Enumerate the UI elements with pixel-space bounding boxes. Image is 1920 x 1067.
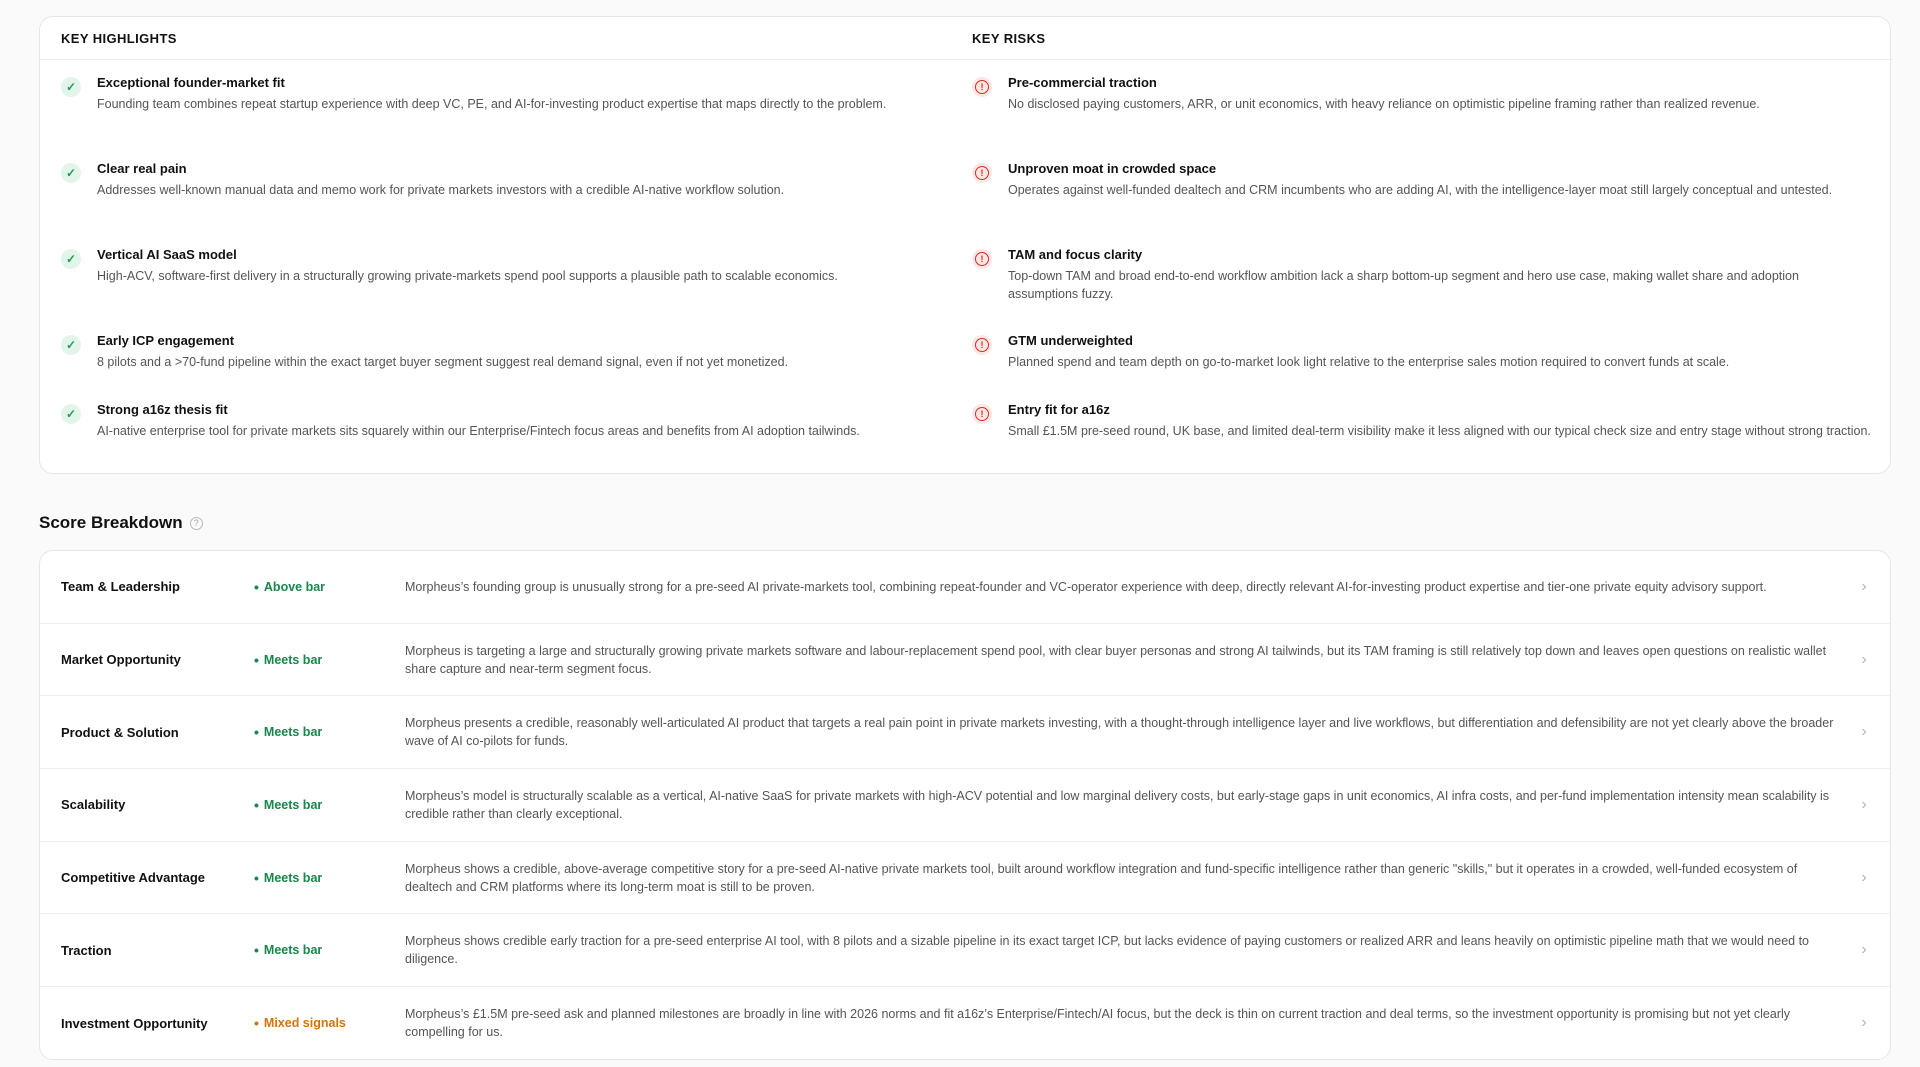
check-icon: ✓ xyxy=(61,77,81,97)
chevron-right-icon[interactable]: › xyxy=(1861,650,1867,668)
score-row-competitive[interactable] xyxy=(40,842,1890,915)
score-category: Traction xyxy=(61,942,112,958)
highlight-title: Early ICP engagement xyxy=(97,333,235,348)
highlight-title: Strong a16z thesis fit xyxy=(97,402,228,417)
highlight-desc: AI-native enterprise tool for private markets sits squarely within our Enterprise/Fintech focus areas and benefits from AI adoption tailwinds. xyxy=(97,424,860,438)
status-label: Meets bar xyxy=(263,870,323,885)
score-category: Investment Opportunity xyxy=(61,1015,208,1031)
score-summary: Morpheus’s model is structurally scalable as a vertical, AI-native SaaS for private markets with high-ACV potential and low marginal delivery costs, but early-stage gaps in unit economics, AI infra costs, and per-fund implementation intensity mean scalability is credible rather than clearly exceptional. xyxy=(405,788,1830,821)
check-icon: ✓ xyxy=(61,404,81,424)
status-badge xyxy=(254,580,405,594)
highlights-risks-card xyxy=(39,16,1891,474)
status-dot-icon: • xyxy=(254,724,259,741)
score-row-product[interactable] xyxy=(40,696,1890,769)
alert-circle-icon: ! xyxy=(972,163,992,183)
status-label: Meets bar xyxy=(263,652,323,667)
score-row-team[interactable] xyxy=(40,551,1890,624)
key-highlights-heading: KEY HIGHLIGHTS xyxy=(40,17,972,60)
status-label: Above bar xyxy=(263,579,326,594)
check-icon: ✓ xyxy=(61,249,81,269)
status-badge xyxy=(254,1016,405,1030)
risk-desc: Top-down TAM and broad end-to-end workflow ambition lack a sharp bottom-up segment and hero use case, making wallet share and adoption assumptions fuzzy. xyxy=(1008,269,1799,301)
risk-desc: Planned spend and team depth on go-to-market look light relative to the enterprise sales motion required to convert funds at scale. xyxy=(1008,355,1730,369)
score-row-investment[interactable] xyxy=(40,987,1890,1060)
score-summary: Morpheus shows credible early traction for a pre-seed enterprise AI tool, with 8 pilots and a sizable pipeline in its exact target ICP, but lacks evidence of paying customers or realized ARR and leans heavily on optimistic pipeline math that we would need to diligence. xyxy=(405,934,1809,967)
score-breakdown-header xyxy=(39,512,1892,534)
score-breakdown-title: Score Breakdown xyxy=(39,513,183,532)
chevron-right-icon[interactable]: › xyxy=(1861,868,1867,886)
status-badge xyxy=(254,871,405,885)
alert-circle-icon: ! xyxy=(972,335,992,355)
status-dot-icon: • xyxy=(254,1015,259,1032)
risk-title: Entry fit for a16z xyxy=(1008,402,1110,417)
status-label: Meets bar xyxy=(263,943,323,958)
score-row-scalability[interactable] xyxy=(40,769,1890,842)
score-row-market[interactable] xyxy=(40,624,1890,697)
key-risks-heading: KEY RISKS xyxy=(972,17,1892,60)
highlight-item xyxy=(61,160,942,246)
status-badge xyxy=(254,943,405,957)
score-summary: Morpheus’s founding group is unusually strong for a pre-seed AI private-markets tool, combining repeat-founder and VC-operator experience with deep, directly relevant AI-for-investing product expertise and tier-one private equity advisory support. xyxy=(405,579,1767,594)
highlight-desc: 8 pilots and a >70-fund pipeline within the exact target buyer segment suggest real demand signal, even if not yet monetized. xyxy=(97,355,789,369)
score-category: Scalability xyxy=(61,797,126,813)
score-summary: Morpheus presents a credible, reasonably well-articulated AI product that targets a real pain point in private markets investing, with a thought-through intelligence layer and live workflows, but differentiation and defensibility are not yet clearly above the broader wave of AI co-pilots for funds. xyxy=(405,716,1834,749)
check-icon: ✓ xyxy=(61,335,81,355)
status-label: Mixed signals xyxy=(263,1016,346,1031)
chevron-right-icon[interactable]: › xyxy=(1861,941,1867,959)
risk-desc: No disclosed paying customers, ARR, or unit economics, with heavy reliance on optimistic pipeline framing rather than realized revenue. xyxy=(1008,97,1760,111)
alert-circle-icon: ! xyxy=(972,404,992,424)
score-category: Product & Solution xyxy=(61,724,179,740)
status-label: Meets bar xyxy=(263,797,323,812)
risk-desc: Small £1.5M pre-seed round, UK base, and limited deal-term visibility make it less aligned with our typical check size and entry stage without strong traction. xyxy=(1008,424,1871,438)
highlight-title: Vertical AI SaaS model xyxy=(97,247,237,262)
status-badge xyxy=(254,725,405,739)
risk-title: Pre-commercial traction xyxy=(1008,75,1157,90)
highlights-list xyxy=(40,60,972,487)
risk-item xyxy=(972,74,1872,160)
status-dot-icon: • xyxy=(254,796,259,813)
status-badge xyxy=(254,798,405,812)
chevron-right-icon[interactable]: › xyxy=(1861,1014,1867,1032)
highlight-item xyxy=(61,246,942,332)
chevron-right-icon[interactable]: › xyxy=(1861,723,1867,741)
score-category: Market Opportunity xyxy=(61,652,181,668)
score-summary: Morpheus is targeting a large and structurally growing private markets software and labour-replacement spend pool, with clear buyer personas and strong AI tailwinds, but its TAM framing is still relatively top down and leaves open questions on realistic wallet share capture and near-term segment focus. xyxy=(405,643,1827,676)
chevron-right-icon[interactable]: › xyxy=(1861,577,1867,595)
status-dot-icon: • xyxy=(254,869,259,886)
highlight-title: Exceptional founder-market fit xyxy=(97,75,285,90)
risk-desc: Operates against well-funded dealtech and CRM incumbents who are adding AI, with the intelligence-layer moat still largely conceptual and untested. xyxy=(1008,183,1833,197)
risk-item xyxy=(972,246,1872,332)
status-dot-icon: • xyxy=(254,651,259,668)
score-row-traction[interactable] xyxy=(40,914,1890,987)
highlight-item xyxy=(61,401,942,487)
highlight-desc: Addresses well-known manual data and memo work for private markets investors with a credible AI-native workflow solution. xyxy=(97,183,785,197)
risks-list xyxy=(972,60,1892,487)
score-category: Competitive Advantage xyxy=(61,870,205,886)
score-summary: Morpheus shows a credible, above-average competitive story for a pre-seed AI-native private markets tool, built around workflow integration and fund-specific intelligence rather than generic "skills," but it operates in a crowded, well-funded ecosystem of dealtech and CRM platforms where its long-term moat is still to be proven. xyxy=(405,861,1798,894)
highlight-item xyxy=(61,74,942,160)
status-dot-icon: • xyxy=(254,942,259,959)
risk-title: GTM underweighted xyxy=(1008,333,1133,348)
highlight-desc: Founding team combines repeat startup experience with deep VC, PE, and AI-for-investing product expertise that maps directly to the problem. xyxy=(97,97,887,111)
score-breakdown-table xyxy=(39,550,1891,1060)
status-dot-icon: • xyxy=(254,578,259,595)
alert-circle-icon: ! xyxy=(972,77,992,97)
risk-item xyxy=(972,160,1872,246)
status-badge xyxy=(254,653,405,667)
risk-title: TAM and focus clarity xyxy=(1008,247,1143,262)
alert-circle-icon: ! xyxy=(972,249,992,269)
risk-title: Unproven moat in crowded space xyxy=(1008,161,1217,176)
help-icon[interactable]: ? xyxy=(190,517,203,530)
highlight-desc: High-ACV, software-first delivery in a structurally growing private-markets spend pool supports a plausible path to scalable economics. xyxy=(97,269,838,283)
risk-item xyxy=(972,332,1872,401)
risk-item xyxy=(972,401,1872,487)
score-category: Team & Leadership xyxy=(61,579,180,595)
status-label: Meets bar xyxy=(263,725,323,740)
highlight-title: Clear real pain xyxy=(97,161,187,176)
highlight-item xyxy=(61,332,942,401)
score-summary: Morpheus’s £1.5M pre-seed ask and planned milestones are broadly in line with 2026 norms and fit a16z’s Enterprise/Fintech/AI focus, but the deck is thin on current traction and deal terms, so the investment opportunity is promising but not yet clearly compelling for us. xyxy=(405,1007,1790,1040)
chevron-right-icon[interactable]: › xyxy=(1861,795,1867,813)
check-icon: ✓ xyxy=(61,163,81,183)
